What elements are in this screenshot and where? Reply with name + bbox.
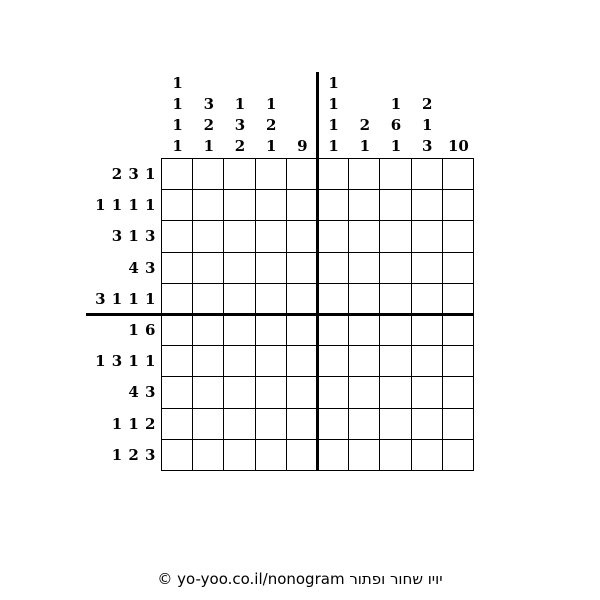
grid-cell-r2-c9[interactable] — [411, 189, 442, 220]
grid-cell-r1-c4[interactable] — [255, 158, 286, 189]
grid-cell-r10-c6[interactable] — [317, 439, 348, 470]
column-clue-8-2: 6 — [390, 116, 402, 134]
column-clue-1-1: 1 — [172, 74, 183, 92]
row-clue-2: 1 1 1 1 — [95, 196, 156, 215]
column-clue-1-3: 1 — [172, 116, 183, 134]
column-clue-3-3: 2 — [234, 137, 246, 155]
grid-cell-r1-c5[interactable] — [286, 158, 317, 189]
column-clue-6-4: 1 — [328, 137, 339, 155]
grid-cell-r10-c8[interactable] — [379, 439, 410, 470]
grid-cell-r5-c9[interactable] — [411, 283, 442, 314]
grid-cell-r8-c8[interactable] — [379, 376, 410, 407]
grid-cell-r7-c9[interactable] — [411, 345, 442, 376]
grid-cell-r2-c3[interactable] — [223, 189, 254, 220]
row-clue-3: 3 1 3 — [111, 227, 156, 246]
grid-cell-r2-c2[interactable] — [192, 189, 223, 220]
grid-cell-r10-c4[interactable] — [255, 439, 286, 470]
grid-cell-r9-c7[interactable] — [348, 408, 379, 439]
grid-cell-r1-c10[interactable] — [442, 158, 473, 189]
grid-cell-r6-c8[interactable] — [379, 314, 410, 345]
column-clue-4-3: 1 — [265, 137, 277, 155]
row-clue-4: 4 3 — [128, 258, 156, 277]
column-clue-9-1: 2 — [421, 95, 433, 113]
grid-cell-r8-c2[interactable] — [192, 376, 223, 407]
column-clue-3-1: 1 — [234, 95, 246, 113]
column-clue-10-1: 10 — [447, 137, 469, 155]
grid-cell-r4-c1[interactable] — [161, 252, 192, 283]
column-clue-1-2: 1 — [172, 95, 183, 113]
grid-cell-r4-c9[interactable] — [411, 252, 442, 283]
grid-cell-r8-c10[interactable] — [442, 376, 473, 407]
grid-cell-r9-c8[interactable] — [379, 408, 410, 439]
column-clue-7-1: 2 — [359, 116, 371, 134]
grid-cell-r9-c2[interactable] — [192, 408, 223, 439]
grid-cell-r4-c3[interactable] — [223, 252, 254, 283]
grid-cell-r7-c4[interactable] — [255, 345, 286, 376]
grid-cell-r3-c1[interactable] — [161, 220, 192, 251]
grid-cell-r10-c3[interactable] — [223, 439, 254, 470]
grid-cell-r2-c1[interactable] — [161, 189, 192, 220]
grid-cell-r10-c2[interactable] — [192, 439, 223, 470]
grid-cell-r7-c3[interactable] — [223, 345, 254, 376]
grid-cell-r6-c3[interactable] — [223, 314, 254, 345]
grid-cell-r5-c8[interactable] — [379, 283, 410, 314]
column-clue-2-3: 1 — [203, 137, 215, 155]
column-clue-6-3: 1 — [328, 116, 339, 134]
column-clue-4-2: 2 — [265, 116, 277, 134]
grid-cell-r5-c10[interactable] — [442, 283, 473, 314]
grid-cell-r2-c6[interactable] — [317, 189, 348, 220]
column-clue-7-2: 1 — [359, 137, 371, 155]
grid-cell-r6-c9[interactable] — [411, 314, 442, 345]
row-clue-8: 4 3 — [128, 383, 156, 402]
grid-cell-r2-c4[interactable] — [255, 189, 286, 220]
column-clue-2-2: 2 — [203, 116, 215, 134]
grid-cell-r4-c6[interactable] — [317, 252, 348, 283]
grid-cell-r7-c6[interactable] — [317, 345, 348, 376]
grid-cell-r5-c4[interactable] — [255, 283, 286, 314]
grid-cell-r9-c3[interactable] — [223, 408, 254, 439]
copyright-footer: © yo-yoo.co.il/nonogram יויו שחור ופתור — [157, 570, 443, 588]
grid-cell-r1-c8[interactable] — [379, 158, 410, 189]
grid-cell-r7-c1[interactable] — [161, 345, 192, 376]
row-clue-1: 2 3 1 — [111, 165, 156, 183]
grid-cell-r9-c5[interactable] — [286, 408, 317, 439]
grid-cell-r3-c2[interactable] — [192, 220, 223, 251]
grid-cell-r2-c7[interactable] — [348, 189, 379, 220]
grid-cell-r6-c10[interactable] — [442, 314, 473, 345]
grid-cell-r6-c2[interactable] — [192, 314, 223, 345]
grid-cell-r10-c9[interactable] — [411, 439, 442, 470]
column-clue-3-2: 3 — [234, 116, 246, 134]
grid-cell-r9-c6[interactable] — [317, 408, 348, 439]
grid-cell-r4-c4[interactable] — [255, 252, 286, 283]
grid-cell-r7-c7[interactable] — [348, 345, 379, 376]
grid-cell-r6-c7[interactable] — [348, 314, 379, 345]
grid-cell-r4-c10[interactable] — [442, 252, 473, 283]
row-clue-9: 1 1 2 — [111, 414, 156, 433]
grid-cell-r5-c6[interactable] — [317, 283, 348, 314]
grid-cell-r7-c10[interactable] — [442, 345, 473, 376]
grid-cell-r9-c9[interactable] — [411, 408, 442, 439]
grid-cell-r8-c7[interactable] — [348, 376, 379, 407]
row-clue-5: 3 1 1 1 — [95, 289, 156, 308]
grid-cell-r9-c4[interactable] — [255, 408, 286, 439]
row-clue-7: 1 3 1 1 — [95, 352, 156, 371]
grid-cell-r8-c6[interactable] — [317, 376, 348, 407]
column-clue-9-3: 3 — [421, 137, 433, 155]
grid-cell-r3-c7[interactable] — [348, 220, 379, 251]
grid-cell-r5-c3[interactable] — [223, 283, 254, 314]
grid-cell-r8-c1[interactable] — [161, 376, 192, 407]
grid-cell-r1-c2[interactable] — [192, 158, 223, 189]
column-clue-6-1: 1 — [328, 74, 339, 92]
grid-cell-r5-c7[interactable] — [348, 283, 379, 314]
column-clue-1-4: 1 — [172, 137, 183, 155]
grid-cell-r7-c2[interactable] — [192, 345, 223, 376]
column-clue-2-1: 3 — [203, 95, 215, 113]
grid-cell-r5-c5[interactable] — [286, 283, 317, 314]
grid-cell-r3-c3[interactable] — [223, 220, 254, 251]
grid-cell-r8-c4[interactable] — [255, 376, 286, 407]
grid-cell-r1-c9[interactable] — [411, 158, 442, 189]
grid-cell-r10-c10[interactable] — [442, 439, 473, 470]
grid-cell-r3-c4[interactable] — [255, 220, 286, 251]
grid-cell-r3-c10[interactable] — [442, 220, 473, 251]
grid-cell-r8-c9[interactable] — [411, 376, 442, 407]
grid-cell-r3-c8[interactable] — [379, 220, 410, 251]
grid-cell-r9-c1[interactable] — [161, 408, 192, 439]
column-clue-8-3: 1 — [390, 137, 402, 155]
row-clue-6: 1 6 — [128, 321, 156, 339]
grid-cell-r9-c10[interactable] — [442, 408, 473, 439]
grid-cell-r1-c3[interactable] — [223, 158, 254, 189]
grid-cell-r7-c5[interactable] — [286, 345, 317, 376]
grid-cell-r6-c1[interactable] — [161, 314, 192, 345]
grid-cell-r6-c6[interactable] — [317, 314, 348, 345]
grid-cell-r2-c10[interactable] — [442, 189, 473, 220]
grid-cell-r3-c6[interactable] — [317, 220, 348, 251]
grid-cell-r3-c5[interactable] — [286, 220, 317, 251]
grid-cell-r8-c5[interactable] — [286, 376, 317, 407]
grid-cell-r3-c9[interactable] — [411, 220, 442, 251]
grid-cell-r4-c2[interactable] — [192, 252, 223, 283]
grid-cell-r2-c8[interactable] — [379, 189, 410, 220]
grid-cell-r6-c4[interactable] — [255, 314, 286, 345]
column-clue-6-2: 1 — [328, 95, 339, 113]
grid-cell-r6-c5[interactable] — [286, 314, 317, 345]
column-clue-4-1: 1 — [265, 95, 277, 113]
grid-cell-r5-c2[interactable] — [192, 283, 223, 314]
grid-cell-r2-c5[interactable] — [286, 189, 317, 220]
grid-cell-r7-c8[interactable] — [379, 345, 410, 376]
grid-cell-r1-c7[interactable] — [348, 158, 379, 189]
column-clue-5-1: 9 — [297, 137, 308, 155]
grid-cell-r10-c5[interactable] — [286, 439, 317, 470]
grid-cell-r4-c7[interactable] — [348, 252, 379, 283]
grid-cell-r1-c6[interactable] — [317, 158, 348, 189]
row-clue-10: 1 2 3 — [111, 445, 156, 464]
column-clue-9-2: 1 — [421, 116, 433, 134]
grid-cell-r8-c3[interactable] — [223, 376, 254, 407]
section-divider-vertical — [316, 72, 319, 471]
grid-cell-r4-c5[interactable] — [286, 252, 317, 283]
grid-cell-r1-c1[interactable] — [161, 158, 192, 189]
grid-cell-r4-c8[interactable] — [379, 252, 410, 283]
grid-cell-r10-c7[interactable] — [348, 439, 379, 470]
grid-cell-r5-c1[interactable] — [161, 283, 192, 314]
section-divider-horizontal — [86, 313, 474, 316]
grid-cell-r10-c1[interactable] — [161, 439, 192, 470]
column-clue-8-1: 1 — [390, 95, 402, 113]
